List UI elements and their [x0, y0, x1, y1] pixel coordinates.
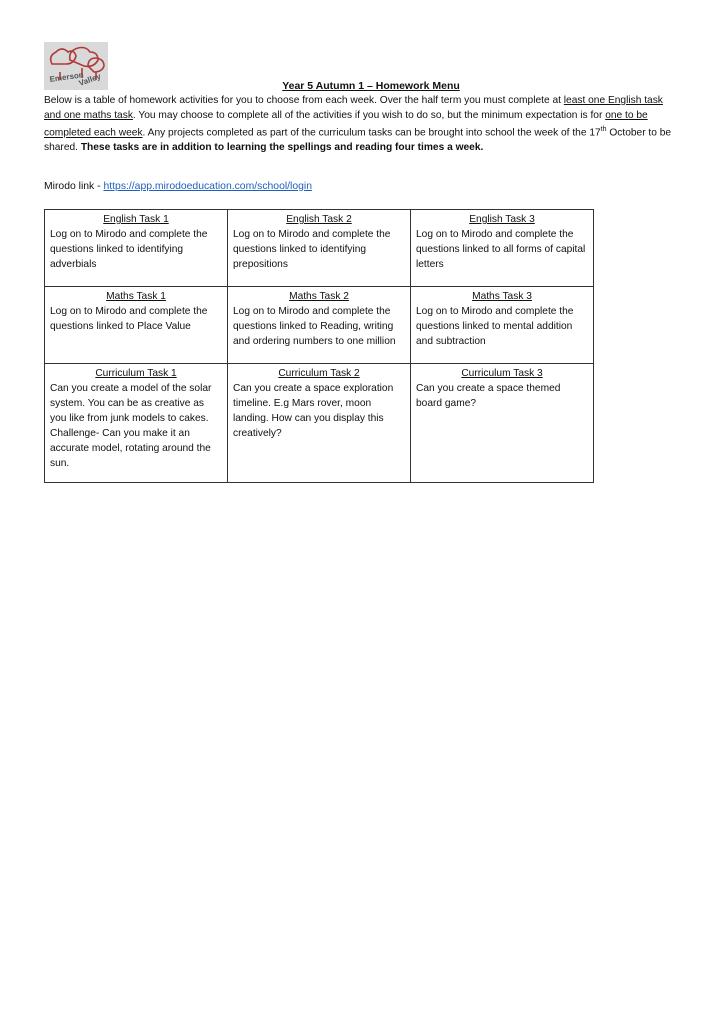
task-cell: [411, 210, 594, 287]
task-cell: [228, 287, 411, 364]
task-description: Log on to Mirodo and complete the questions linked to all forms of capital letters: [416, 229, 586, 270]
task-description: Log on to Mirodo and complete the questions linked to mental addition and subtraction: [416, 306, 574, 347]
page-title: Year 5 Autumn 1 – Homework Menu: [282, 80, 460, 92]
intro-text: . Any projects completed as part of the curriculum tasks can be brought into school the week of the 17: [142, 127, 601, 139]
task-cell: [45, 364, 228, 483]
task-cell: [228, 364, 411, 483]
intro-bold-note: These tasks are in addition to learning the spellings and reading four times a week.: [80, 142, 484, 154]
homework-task-table: [44, 209, 594, 483]
logo-text-valley: Valley: [77, 71, 103, 88]
task-cell: [411, 364, 594, 483]
task-heading: Curriculum Task 1: [95, 368, 177, 379]
intro-text: . You may choose to complete all of the activities if you wish to do so, but the minimum expectation is for: [132, 109, 606, 121]
task-heading: Curriculum Task 3: [461, 368, 543, 379]
task-challenge: Challenge- Can you make it an accurate model, rotating around the sun.: [50, 428, 211, 469]
table-row-maths: [45, 287, 594, 364]
logo-text-emerson: Emerson: [49, 70, 85, 84]
intro-text: Below is a table of homework activities for you to choose from each week. Over the half term you must complete at: [44, 95, 564, 106]
task-description: Log on to Mirodo and complete the questions linked to identifying prepositions: [233, 229, 391, 270]
task-description: Log on to Mirodo and complete the questions linked to identifying adverbials: [50, 229, 208, 270]
task-description: Log on to Mirodo and complete the questions linked to Place Value: [50, 306, 208, 332]
task-cell: [45, 210, 228, 287]
mirodo-link-line: [44, 181, 312, 192]
task-heading: Curriculum Task 2: [278, 368, 360, 379]
table-row-english: [45, 210, 594, 287]
task-cell: [411, 287, 594, 364]
task-heading: English Task 1: [103, 214, 169, 225]
table-row-curriculum: [45, 364, 594, 483]
mirodo-label: Mirodo link -: [44, 181, 104, 192]
intro-paragraph: [44, 94, 680, 156]
task-heading: Maths Task 1: [106, 291, 166, 302]
task-heading: English Task 3: [469, 214, 535, 225]
intro-underline-expectation: one to be completed each week: [44, 109, 648, 139]
mirodo-link[interactable]: https://app.mirodoeducation.com/school/login: [103, 181, 312, 192]
task-cell: [228, 210, 411, 287]
task-cell: [45, 287, 228, 364]
task-heading: Maths Task 2: [289, 291, 349, 302]
intro-text: October to be shared.: [44, 127, 672, 154]
task-heading: Maths Task 3: [472, 291, 532, 302]
task-description: Can you create a model of the solar system. You can be as creative as you like from junk models to cakes.: [50, 383, 212, 424]
task-description: Log on to Mirodo and complete the questions linked to Reading, writing and ordering numbers to one million: [233, 306, 396, 347]
task-description: Can you create a space exploration timeline. E.g Mars rover, moon landing. How can you display this creatively?: [233, 383, 394, 439]
task-description: Can you create a space themed board game?: [416, 383, 561, 409]
intro-underline-requirement: least one English task and one maths task: [44, 95, 663, 121]
task-heading: English Task 2: [286, 214, 352, 225]
intro-superscript: th: [600, 126, 607, 134]
